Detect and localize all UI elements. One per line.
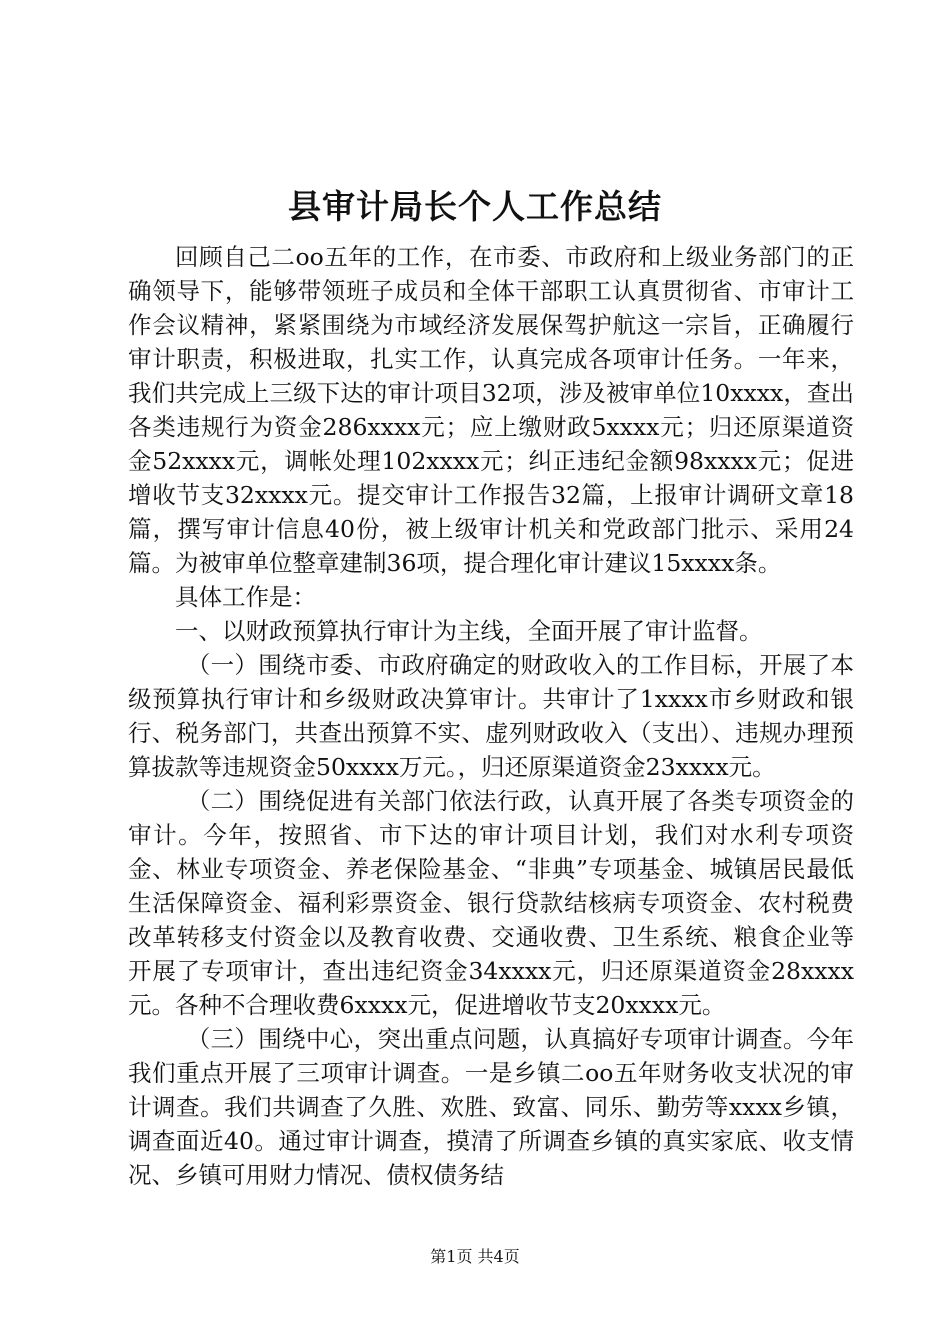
paragraph-intro: 回顾自己二oo五年的工作，在市委、市政府和上级业务部门的正确领导下，能够带领班子成员和全体干部职工认真贯彻省、市审计工作会议精神，紧紧围绕为市域经济发展保驾护航这一宗旨，正确履行审计职责，积极进取，扎实工作，认真完成各项审计任务。一年来，我们共完成上三级下达的审计项目32项，涉及被审单位10xxxx，查出各类违规行为资金286xxxx元；应上缴财政5xxxx元；归还原渠道资金52xxxx元，调帐处理102xxxx元；纠正违纪金额98xxxx元；促进增收节支32xxxx元。提交审计工作报告32篇，上报审计调研文章18篇，撰写审计信息40份，被上级审计机关和党政部门批示、采用24篇。为被审单位整章建制36项，提合理化审计建议15xxxx条。 <box>128 243 854 577</box>
paragraph-section-one: 一、以财政预算执行审计为主线，全面开展了审计监督。 <box>175 617 763 645</box>
paragraph-subsection-two: （二）围绕促进有关部门依法行政，认真开展了各类专项资金的审计。今年，按照省、市下达的审计项目计划，我们对水利专项资金、林业专项资金、养老保险基金、“非典”专项基金、城镇居民最低生活保障资金、福利彩票资金、银行贷款结核病专项资金、农村税费改革转移支付资金以及教育收费、交通收费、卫生系统、粮食企业等开展了专项审计，查出违纪资金34xxxx元，归还原渠道资金28xxxx元。各种不合理收费6xxxx元，促进增收节支20xxxx元。 <box>128 787 854 1019</box>
paragraph-specific-work: 具体工作是： <box>175 583 316 611</box>
paragraph-subsection-three: （三）围绕中心，突出重点问题，认真搞好专项审计调查。今年我们重点开展了三项审计调查。一是乡镇二oo五年财务收支状况的审计调查。我们共调查了久胜、欢胜、致富、同乐、勤劳等xxxx乡镇，调查面近40。通过审计调查，摸清了所调查乡镇的真实家底、收支情况、乡镇可用财力情况、债权债务结 <box>128 1025 854 1189</box>
paragraph-subsection-one: （一）围绕市委、市政府确定的财政收入的工作目标，开展了本级预算执行审计和乡级财政决算审计。共审计了1xxxx市乡财政和银行、税务部门，共查出预算不实、虚列财政收入（支出）、违规办理预算拔款等违规资金50xxxx万元。，归还原渠道资金23xxxx元。 <box>128 651 854 781</box>
document-body <box>128 240 854 1192</box>
document-title: 县审计局长个人工作总结 <box>288 187 662 226</box>
page-number-footer: 第1页 共4页 <box>430 1247 520 1266</box>
